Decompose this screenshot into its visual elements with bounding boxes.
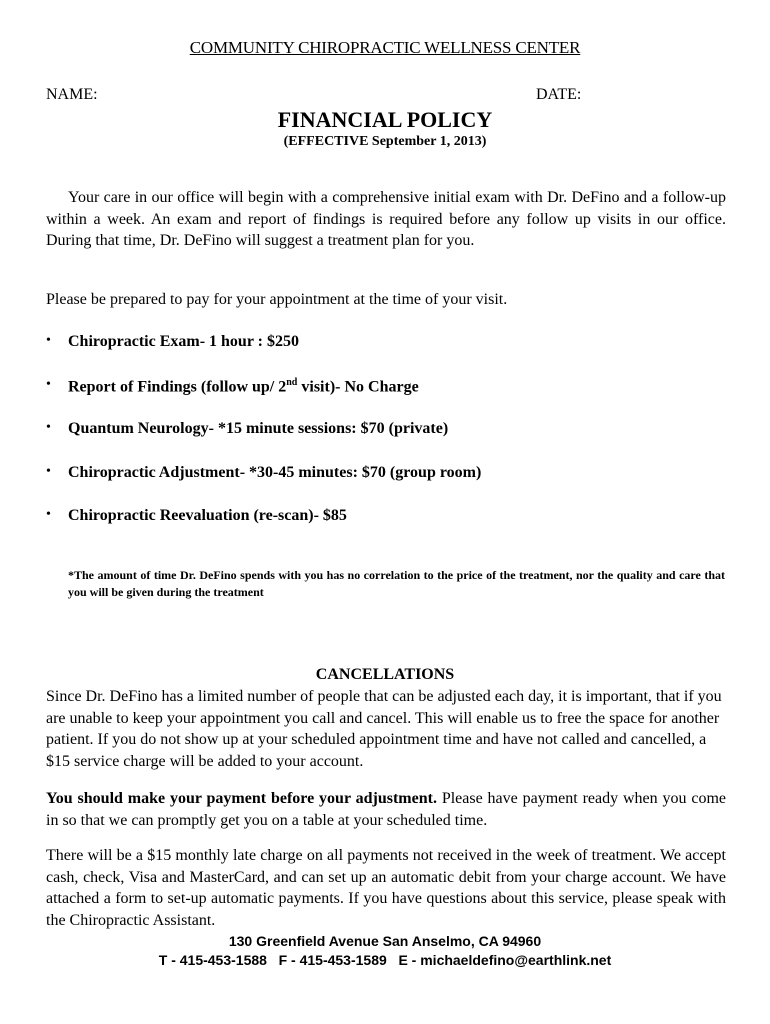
clinic-name: COMMUNITY CHIROPRACTIC WELLNESS CENTER — [189, 38, 581, 57]
payment-paragraph — [46, 788, 726, 831]
bullet-icon: • — [46, 333, 51, 348]
intro-paragraph: Your care in our office will begin with a comprehensive initial exam with Dr. DeFino and a follow-up within a week. An exam and report of findings is required before any follow up visits in our office. During that time, Dr. DeFino will suggest a treatment plan for you. — [46, 189, 726, 249]
fee-item-text — [68, 377, 419, 396]
bullet-icon: • — [46, 507, 51, 522]
fee-item-text: Chiropractic Adjustment- *30-45 minutes: $70 (group room) — [68, 463, 482, 481]
footer-contact: T - 415-453-1588 F - 415-453-1589 E - michaeldefino@earthlink.net — [158, 952, 612, 968]
cancellations-paragraph: Since Dr. DeFino has a limited number of people that can be adjusted each day, it is important, that if you are unable to keep your appointment you call and cancel. This will enable us to free the space for another patient. If you do not show up at your scheduled appointment time and have not called and cancelled, a $15 service charge will be added to your account. — [46, 688, 722, 770]
fee-item — [46, 464, 726, 508]
fee-item-text: Chiropractic Reevaluation (re-scan)- $85 — [68, 507, 347, 524]
fee-item — [46, 377, 726, 421]
fee-item-text-start: Report of Findings (follow up/ 2 — [68, 377, 287, 395]
effective-date: (EFFECTIVE September 1, 2013) — [283, 134, 487, 149]
fee-item-text: Chiropractic Exam- 1 hour : $250 — [68, 333, 299, 350]
fee-item-text-end: visit)- No Charge — [297, 377, 419, 395]
cancellations-heading: CANCELLATIONS — [315, 666, 455, 683]
fee-item-text: Quantum Neurology- *15 minute sessions: $70 (private) — [68, 420, 449, 437]
bullet-icon: • — [46, 420, 51, 435]
fee-item — [46, 420, 726, 464]
fee-item — [46, 507, 726, 551]
bullet-icon: • — [46, 463, 51, 479]
fee-list — [46, 333, 726, 551]
payment-emphasis: You should make your payment before your adjustment. — [46, 790, 437, 807]
date-label: DATE: — [536, 86, 582, 103]
footer-address: 130 Greenfield Avenue San Anselmo, CA 94960 — [228, 933, 542, 949]
payment-notice: Please be prepared to pay for your appointment at the time of your visit. — [46, 291, 508, 308]
payment-text: Please have payment ready when you come in so that we can promptly get you on a table at your scheduled time. — [46, 790, 726, 829]
bullet-icon: • — [46, 376, 51, 392]
name-label: NAME: — [46, 86, 98, 103]
ordinal-suffix: nd — [286, 376, 298, 388]
fee-item — [46, 333, 726, 377]
late-charge-paragraph: There will be a $15 monthly late charge on all payments not received in the week of treatment. We accept cash, check, Visa and MasterCard, and can set up an automatic debit from your charge account. We have attached a form to set-up automatic payments. If you have questions about this service, please speak with the Chiropractic Assistant. — [46, 847, 726, 929]
time-footnote: *The amount of time Dr. DeFino spends with you has no correlation to the price of the treatment, nor the quality and care that you will be given during the treatment — [68, 568, 725, 599]
document-title: FINANCIAL POLICY — [277, 107, 493, 132]
